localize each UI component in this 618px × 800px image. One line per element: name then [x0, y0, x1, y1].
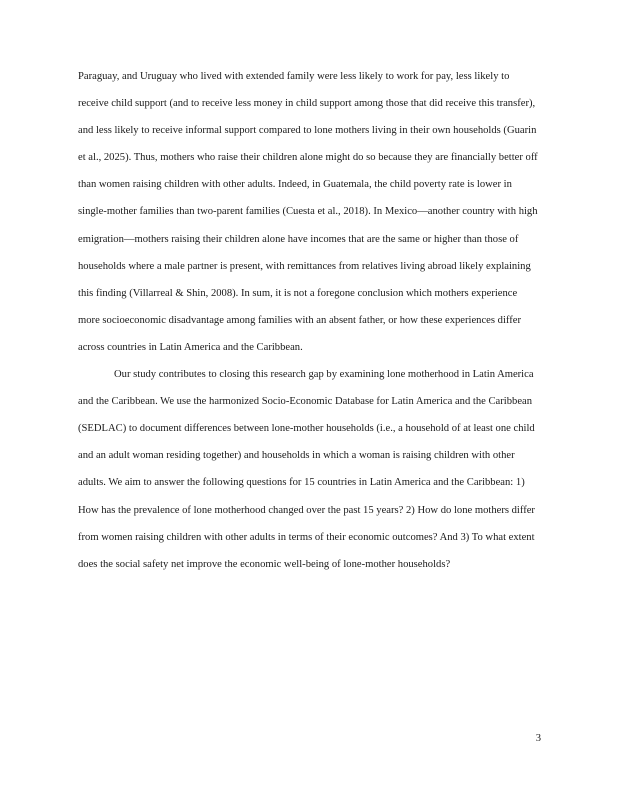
- body-text: [78, 63, 540, 578]
- paragraph-research-gap: Our study contributes to closing this research gap by examining lone motherhood in Latin America and the Caribbean. We use the harmonized Socio-Economic Database for Latin America and the Caribbean (SEDLAC) to document differences between lone-mother households (i.e., a household of at least one child and an adult woman residing together) and households in which a woman is raising children with other adults. We aim to answer the following questions for 15 countries in Latin America and the Caribbean: 1) How has the prevalence of lone motherhood changed over the past 15 years? 2) How do lone mothers differ from women raising children with other adults in terms of their economic outcomes? And 3) To what extent does the social safety net improve the economic well-being of lone-mother households?: [78, 369, 535, 570]
- paragraph-continuation: Paraguay, and Uruguay who lived with extended family were less likely to work for pay, less likely to receive child support (and to receive less money in child support among those that did receive this transfer), and less likely to receive informal support compared to lone mothers living in their own households (Guarin et al., 2025). Thus, mothers who raise their children alone might do so because they are financially better off than women raising children with other adults. Indeed, in Guatemala, the child poverty rate is lower in single-mother families than two-parent families (Cuesta et al., 2018). In Mexico—another country with high emigration—mothers raising their children alone have incomes that are the same or higher than those of households where a male partner is present, with remittances from relatives living abroad likely explaining this finding (Villarreal & Shin, 2008). In sum, it is not a foregone conclusion which mothers experience more socioeconomic disadvantage among families with an absent father, or how these experiences differ across countries in Latin America and the Caribbean.: [78, 71, 538, 353]
- page-number: 3: [535, 733, 541, 744]
